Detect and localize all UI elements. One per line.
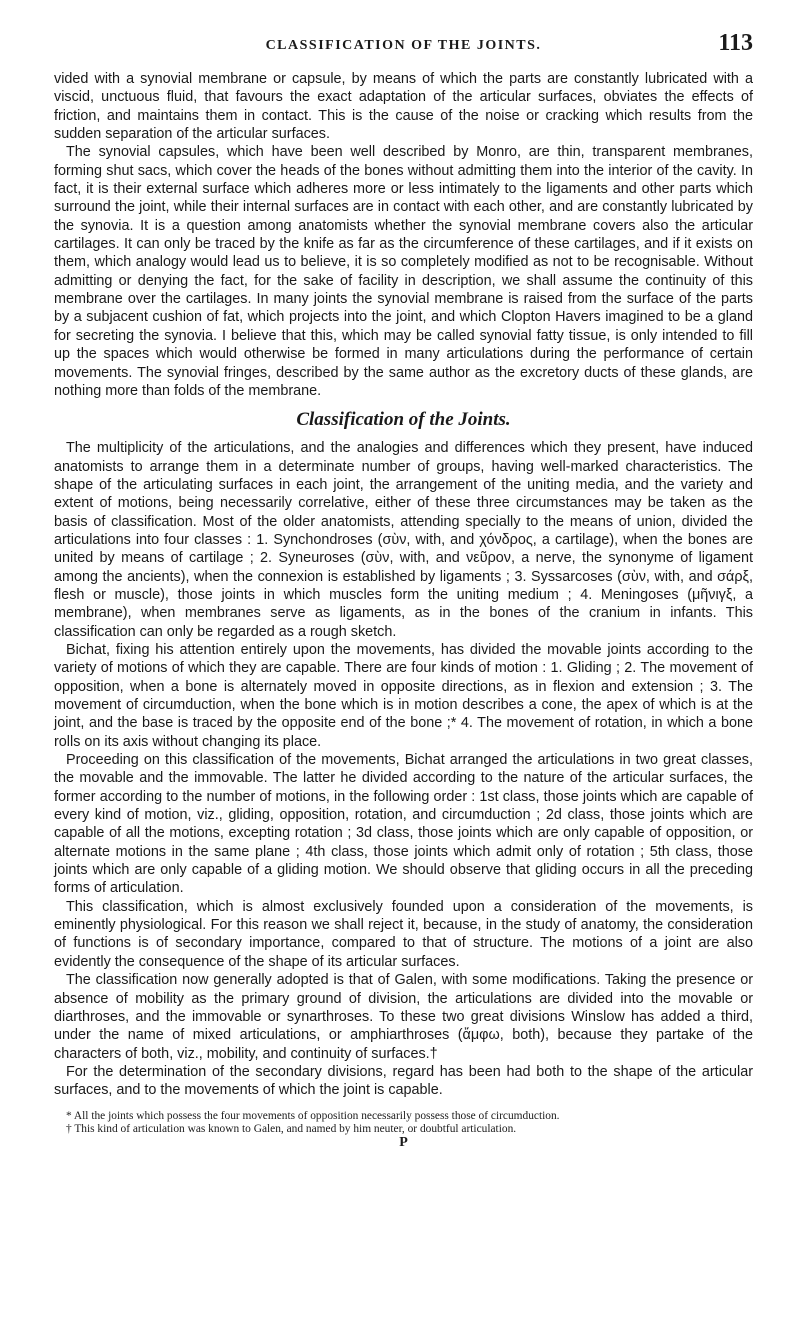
body-text — [54, 70, 753, 1100]
signature-mark: P — [399, 1134, 408, 1150]
paragraph: Bichat, fixing his attention entirely upon the movements, has divided the movable joints according to the variety of motions of which they are capable. There are four kinds of motion : 1. Gliding ; 2. The movement of opposition, when a bone is alternately moved in opposite directions, as in flexion and extension ; 3. The movement of circumduction, when the bone which is in motion describes a cone, the apex of which is at the joint, and the base is traced by the opposite end of the bone ;* 4. The movement of rotation, in which a bone rolls on its axis without changing its place. — [54, 641, 753, 750]
section-heading: Classification of the Joints. — [296, 409, 511, 431]
footnote: † This kind of articulation was known to Galen, and named by him neuter, or doubtful articulation. — [66, 1123, 517, 1136]
paragraph: The classification now generally adopted is that of Galen, with some modifications. Taking the presence or absence of mobility as the primary ground of division, the articulations are divided into the movable or diarthroses, and the immovable or synarthroses. To these two great divisions Winslow has added a third, under the name of mixed articulations, or amphiarthroses (ἄμφω, both), because they partake of the characters of both, viz., mobility, and continuity of surfaces.† — [54, 972, 753, 1062]
paragraph: The synovial capsules, which have been well described by Monro, are thin, transparent membranes, forming shut sacs, which cover the heads of the bones without admitting them into the interior of the cavity. In fact, it is their external surface which adheres more or less intimately to the ligaments and other parts which surround the joint, while their internal surfaces are in contact with each other, and are constantly lubricated by the synovia. It is a question among anatomists whether the synovial membrane covers also the articular cartilages. It can only be traced by the knife as far as the circumference of these cartilages, and if it exists on them, which analogy would lead us to believe, it is so completely modified as not to be recognisable. Without admitting or denying the fact, for the sake of facility in description, we shall assume the continuity of this membrane over the cartilages. In many joints the synovial membrane is raised from the surface of the parts by a subjacent cushion of fat, which projects into the joint, and which Clopton Havers imagined to be a gland for secreting the synovia. I believe that this, which may be called synovial fatty tissue, is only intended to fill up the spaces which would otherwise be formed in many articulations during the performance of certain movements. The synovial fringes, described by the same author as the excretory ducts of these glands, are nothing more than folds of the membrane. — [54, 144, 753, 399]
footnotes — [54, 1110, 753, 1137]
paragraph: The multiplicity of the articulations, and the analogies and differences which they present, have induced anatomists to arrange them in a determinate number of groups, having well-marked characteristics. The shape of the articulating surfaces in each joint, the arrangement of the uniting media, and the variety and extent of motions, being necessarily correlative, either of these three circumstances may be taken as the basis of classification. Most of the older anatomists, attending specially to the means of union, divided the articulations into four classes : 1. Synchondroses (σὺν, with, and χόνδρος, a cartilage), when the bones are united by means of cartilage ; 2. Syneuroses (σὺν, with, and νεῦρον, a nerve, the synonyme of ligament among the ancients), when the connexion is established by ligaments ; 3. Syssarcoses (σὺν, with, and σάρξ, flesh or muscle), those joints in which muscles form the uniting medium ; 4. Meningoses (μῆνιγξ, a membrane), when membranes serve as ligaments, as in the bones of the cranium in infants. This classification can only be regarded as a rough sketch. — [54, 440, 753, 640]
paragraph: Proceeding on this classification of the movements, Bichat arranged the articulations in two great classes, the movable and the immovable. The latter he divided according to the nature of the articular surfaces, the former according to the number of motions, in the following order : 1st class, those joints which are capable of every kind of motion, viz., gliding, opposition, rotation, and circumduction ; 2d class, those joints which are capable of all the motions, excepting rotation ; 3d class, those joints which are only capable of opposition, or alternate motions in the same plane ; 4th class, those joints which admit only of rotation ; 5th class, those joints which are only capable of a gliding motion. We should observe that gliding occurs in all the preceding forms of articulation. — [54, 752, 753, 897]
paragraph: For the determination of the secondary divisions, regard has been had both to the shape of the articular surfaces, and to the movements of which the joint is capable. — [54, 1063, 753, 1099]
page-number: 113 — [718, 30, 753, 56]
paragraph: This classification, which is almost exclusively founded upon a consideration of the movements, is eminently physiological. For this reason we shall reject it, because, in the study of anatomy, the consideration of functions is of secondary importance, compared to that of structure. The motions of a joint are also evidently the consequence of the shape of its articular surfaces. — [54, 898, 753, 970]
running-head: CLASSIFICATION OF THE JOINTS. — [265, 38, 542, 53]
page-header — [54, 30, 753, 70]
paragraph: vided with a synovial membrane or capsule, by means of which the parts are constantly lubricated with a viscid, unctuous fluid, that favours the exact adaptation of the articular surfaces, obviates the effects of friction, and maintains them in contact. This is the cause of the noise or cracking which results from the sudden separation of the articular surfaces. — [54, 71, 753, 143]
footnote: * All the joints which possess the four movements of opposition necessarily possess those of circumduction. — [66, 1109, 560, 1122]
